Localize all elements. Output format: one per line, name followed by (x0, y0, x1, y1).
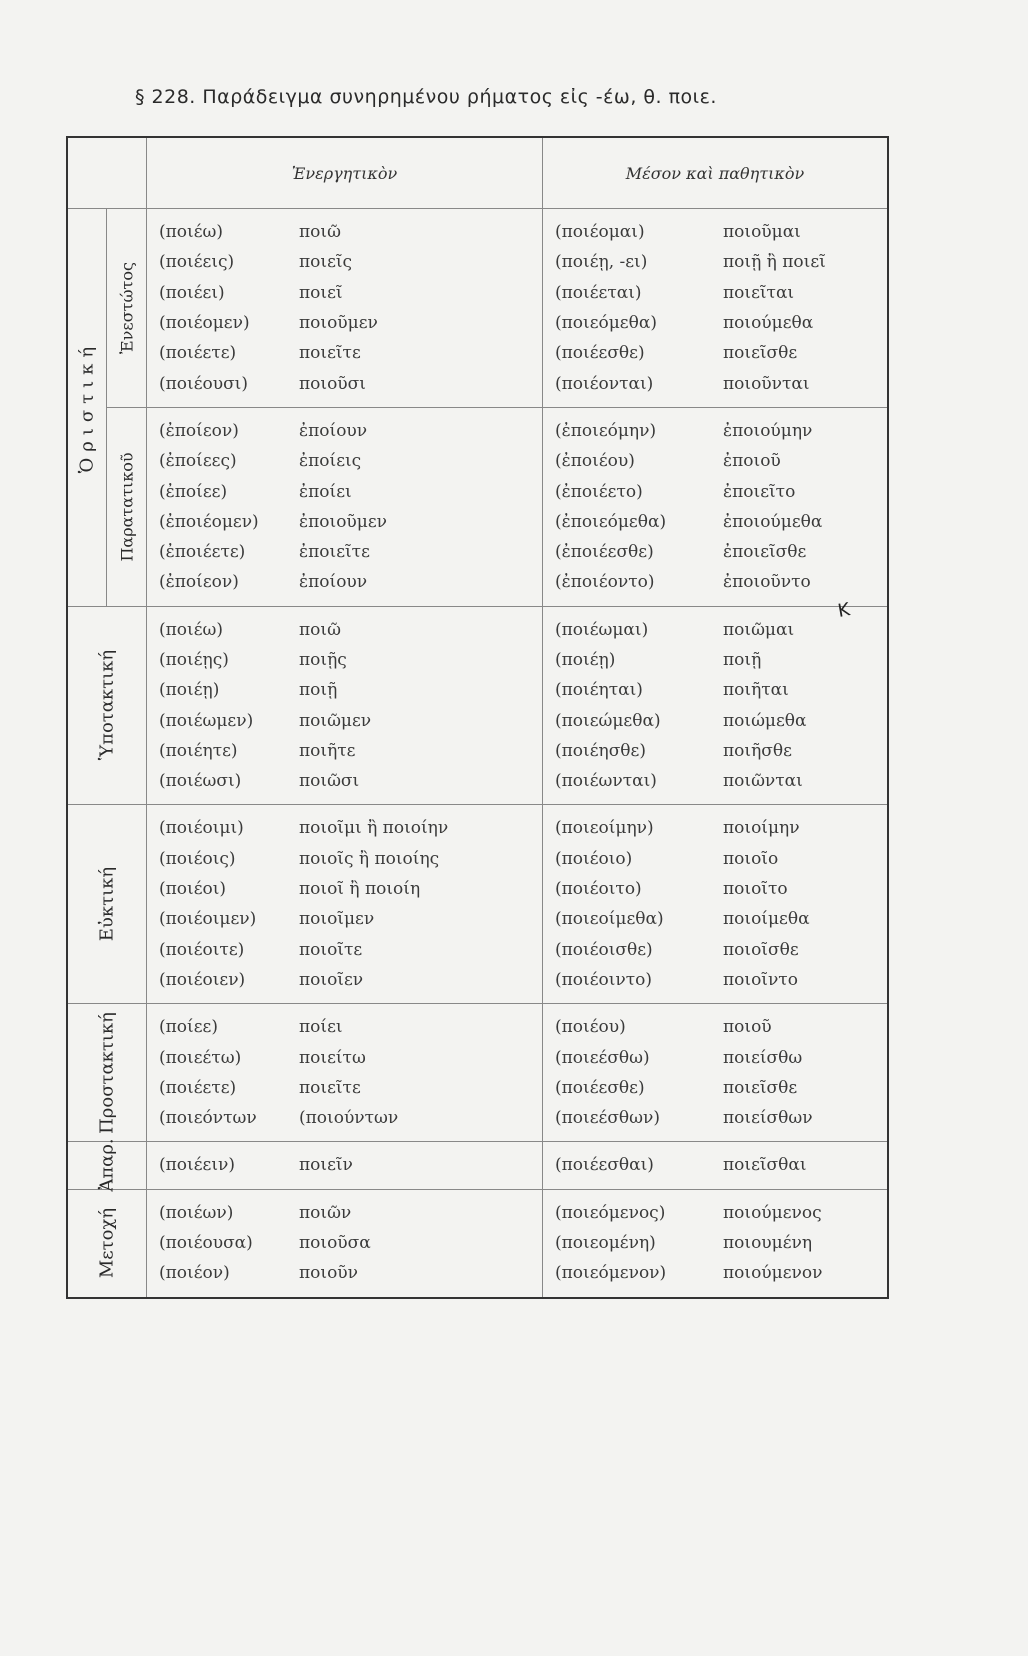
contracted-form: ποιεῖσθε (723, 1077, 798, 1098)
uncontracted-form: (ποιέεις) (159, 252, 235, 273)
form-row (555, 675, 887, 705)
middle-passive-forms (543, 1142, 889, 1189)
uncontracted-form: (ἐποιέετο) (555, 481, 643, 502)
middle-passive-forms (543, 1004, 889, 1142)
form-row (159, 476, 542, 506)
vertical-label: Ἀπαρ. (96, 1138, 118, 1193)
active-forms (147, 407, 543, 606)
mood-label-cell (67, 209, 107, 607)
contracted-form: ποιεῖτε (299, 343, 361, 364)
uncontracted-form: (ποιεοίμην) (555, 818, 654, 839)
form-row (159, 368, 542, 398)
vertical-label: Εὐκτική (96, 867, 118, 942)
contracted-form: ποιεῖν (299, 1155, 353, 1176)
form-row (555, 308, 887, 338)
uncontracted-form: (ποιεώμεθα) (555, 710, 661, 731)
form-row (555, 537, 887, 567)
form-row (159, 766, 542, 796)
uncontracted-form: (ποιεέσθω) (555, 1047, 650, 1068)
uncontracted-form: (ποιέῃς) (159, 650, 229, 670)
form-row (555, 476, 887, 506)
contracted-form: ποιοῖτε (299, 939, 363, 960)
contracted-form: ποιῆται (723, 680, 789, 701)
uncontracted-form: (ποιέωμαι) (555, 619, 649, 640)
uncontracted-form: (ἐποιέετε) (159, 542, 246, 563)
contracted-form: ποιεῖτε (299, 1077, 361, 1098)
page-title: § 228. Παράδειγμα συνηρημένου ρήματος εἰς -έω, θ. ποιε. (135, 86, 717, 108)
table-row (67, 606, 888, 805)
form-row (555, 874, 887, 904)
form-row (159, 965, 542, 995)
uncontracted-form: (ποιέοιτε) (159, 939, 245, 960)
contracted-form: ἐποίει (299, 481, 352, 502)
form-row (555, 1073, 887, 1103)
contracted-form: ποιεῖται (723, 282, 795, 303)
uncontracted-form: (ἐποίεε) (159, 481, 228, 502)
uncontracted-form: (ἐποιέομεν) (159, 511, 259, 532)
uncontracted-form: (ποιέομεν) (159, 313, 250, 334)
contracted-form: ποιείσθω (723, 1047, 803, 1068)
form-row (555, 736, 887, 766)
table-row (67, 1142, 888, 1189)
contracted-form: ποιεῖσθαι (723, 1155, 807, 1176)
mood-label-cell (67, 1189, 147, 1297)
contracted-form: ποιοῦσι (299, 373, 366, 394)
uncontracted-form: (ποιέῃ) (555, 650, 616, 670)
uncontracted-form: (ποιέῃ, -ει) (555, 252, 648, 273)
form-row (159, 1042, 542, 1072)
uncontracted-form: (ποιεόμεθα) (555, 313, 657, 334)
uncontracted-form: (ποιέοιμι) (159, 818, 244, 839)
uncontracted-form: (ἐποίεον) (159, 420, 239, 441)
uncontracted-form: (ποιεόντων (159, 1108, 257, 1129)
contracted-form: ποιοῦσα (299, 1233, 371, 1254)
vertical-label: Ὁριστική (76, 341, 98, 474)
contracted-form: ποιῶ (299, 222, 341, 243)
vertical-label: Ἐνεστώτος (117, 261, 137, 354)
contracted-form: ποιοῖ ἢ ποιοίη (299, 879, 421, 900)
contracted-form: ποιῆσθε (723, 740, 792, 761)
contracted-form: ποιοίμεθα (723, 909, 810, 930)
contracted-form: ποιῆτε (299, 740, 356, 761)
contracted-form: ποιούμενον (723, 1263, 823, 1284)
active-forms (147, 606, 543, 805)
contracted-form: ποιῶμαι (723, 619, 795, 640)
form-row (555, 217, 887, 247)
contracted-form: (ποιούντων (299, 1108, 399, 1129)
table-row (67, 1189, 888, 1297)
uncontracted-form: (ποιέοιο) (555, 848, 633, 869)
contracted-form: ποίει (299, 1017, 343, 1038)
table-header-row (67, 137, 888, 209)
uncontracted-form: (ποιέοιεν) (159, 969, 246, 990)
form-row (555, 338, 887, 368)
contracted-form: ποιούμεθα (723, 313, 814, 334)
form-row (555, 507, 887, 537)
uncontracted-form: (ποιέομαι) (555, 222, 645, 243)
form-row (159, 1150, 542, 1180)
middle-passive-forms (543, 1189, 889, 1297)
uncontracted-form: (ποιέω) (159, 222, 224, 243)
active-column-header: Ἐνεργητικὸν (147, 137, 543, 209)
middle-passive-column-header: Μέσον καὶ παθητικὸν (543, 137, 889, 209)
form-row (159, 1103, 542, 1133)
form-row (159, 1228, 542, 1258)
contracted-form: ποιοῦν (299, 1263, 358, 1284)
form-row (159, 844, 542, 874)
contracted-form: ποιώμεθα (723, 710, 807, 731)
contracted-form: ἐποιοῦ (723, 451, 781, 472)
contracted-form: ποιοῖς ἢ ποιοίης (299, 848, 440, 869)
conjugation-body (67, 209, 888, 1298)
uncontracted-form: (ποιέητε) (159, 740, 238, 761)
uncontracted-form: (ποιέοισθε) (555, 939, 653, 960)
uncontracted-form: (ἐποίεες) (159, 451, 237, 472)
uncontracted-form: (ποιέουσι) (159, 373, 248, 394)
contracted-form: ποιουμένη (723, 1233, 813, 1254)
form-row (555, 705, 887, 735)
contracted-form: ποιοῖεν (299, 969, 364, 990)
contracted-form: ἐποιοῦντο (723, 572, 811, 593)
form-row (159, 338, 542, 368)
form-row (159, 1258, 542, 1288)
margin-mark: K (836, 599, 852, 622)
uncontracted-form: (ποιέει) (159, 282, 225, 303)
form-row (555, 813, 887, 843)
table-row (67, 407, 888, 606)
middle-passive-forms (543, 407, 889, 606)
form-row (555, 615, 887, 645)
uncontracted-form: (ποιέον) (159, 1263, 230, 1284)
form-row (159, 675, 542, 705)
form-row (555, 247, 887, 277)
uncontracted-form: (ποιέετε) (159, 343, 237, 364)
contracted-form: ποιῇς (299, 650, 347, 670)
tense-label-cell (107, 209, 147, 408)
middle-passive-forms (543, 209, 889, 408)
uncontracted-form: (ποιέονται) (555, 373, 654, 394)
contracted-form: ποιῇ (299, 680, 338, 701)
uncontracted-form: (ἐποίεον) (159, 572, 239, 593)
form-row (159, 813, 542, 843)
contracted-form: ποιεῖσθε (723, 343, 798, 364)
vertical-label: Προστακτική (96, 1011, 118, 1134)
form-row (159, 904, 542, 934)
uncontracted-form: (ποιέεσθαι) (555, 1155, 654, 1176)
form-row (159, 705, 542, 735)
contracted-form: ἐποίεις (299, 451, 362, 472)
form-row (555, 1198, 887, 1228)
form-row (159, 736, 542, 766)
uncontracted-form: (ποίεε) (159, 1017, 218, 1038)
contracted-form: ποιοῖντο (723, 969, 798, 990)
uncontracted-form: (ποιέεσθε) (555, 343, 645, 364)
corner-cell (67, 137, 147, 209)
uncontracted-form: (ποιεέσθων) (555, 1108, 660, 1129)
form-row (159, 416, 542, 446)
form-row (159, 935, 542, 965)
contracted-form: ποιοῖο (723, 848, 779, 869)
uncontracted-form: (ἐποιέου) (555, 451, 635, 472)
form-row (159, 217, 542, 247)
uncontracted-form: (ποιέοιντο) (555, 969, 653, 990)
contracted-form: ἐποιεῖτε (299, 542, 370, 563)
contracted-form: ἐποιοῦμεν (299, 511, 387, 532)
contracted-form: ἐποιεῖσθε (723, 542, 807, 563)
uncontracted-form: (ποιεοίμεθα) (555, 909, 664, 930)
contracted-form: ποιοῖμι ἢ ποιοίην (299, 818, 449, 839)
uncontracted-form: (ποιέωνται) (555, 771, 657, 792)
contracted-form: ἐποίουν (299, 420, 368, 441)
contracted-form: ποιῶν (299, 1202, 352, 1223)
form-row (159, 446, 542, 476)
form-row (159, 308, 542, 338)
form-row (555, 844, 887, 874)
form-row (555, 965, 887, 995)
uncontracted-form: (ποιεομένη) (555, 1233, 656, 1254)
uncontracted-form: (ποιέηται) (555, 680, 643, 701)
contracted-form: ποιοῦ (723, 1017, 772, 1038)
mood-label-cell (67, 805, 147, 1004)
form-row (159, 537, 542, 567)
active-forms (147, 805, 543, 1004)
vertical-label: Ὑποτακτική (96, 650, 118, 761)
uncontracted-form: (ἐποιεόμην) (555, 420, 657, 441)
form-row (555, 1258, 887, 1288)
contracted-form: ποιῶ (299, 619, 341, 640)
contracted-form: ποιοῖσθε (723, 939, 799, 960)
form-row (555, 1012, 887, 1042)
active-forms (147, 1142, 543, 1189)
middle-passive-forms (543, 805, 889, 1004)
contracted-form: ἐποίουν (299, 572, 368, 593)
uncontracted-form: (ποιεόμενον) (555, 1263, 667, 1284)
contracted-form: ποιῶσι (299, 771, 360, 792)
contracted-form: ποιεῖς (299, 252, 353, 273)
uncontracted-form: (ποιεόμενος) (555, 1202, 666, 1223)
vertical-label: Μετοχή (96, 1207, 118, 1279)
conjugation-table (66, 136, 889, 1656)
uncontracted-form: (ποιέειν) (159, 1155, 235, 1176)
uncontracted-form: (ποιέοιτο) (555, 879, 642, 900)
vertical-label: Παρατατικοῦ (117, 452, 137, 562)
middle-passive-forms (543, 606, 889, 805)
uncontracted-form: (ποιέου) (555, 1017, 626, 1038)
uncontracted-form: (ἐποιεόμεθα) (555, 511, 667, 532)
uncontracted-form: (ἐποιέοντο) (555, 572, 655, 593)
form-row (555, 904, 887, 934)
uncontracted-form: (ποιέοις) (159, 848, 236, 869)
form-row (555, 935, 887, 965)
contracted-form: ποιῇ ἢ ποιεῖ (723, 252, 826, 273)
form-row (159, 1012, 542, 1042)
uncontracted-form: (ἐποιέεσθε) (555, 542, 654, 563)
form-row (159, 615, 542, 645)
contracted-form: ποιῶνται (723, 771, 803, 792)
contracted-form: ποιῇ (723, 650, 762, 670)
uncontracted-form: (ποιέεσθε) (555, 1077, 645, 1098)
contracted-form: ποιῶμεν (299, 710, 372, 731)
form-row (159, 567, 542, 597)
form-row (555, 1228, 887, 1258)
contracted-form: ποιεῖ (299, 282, 343, 303)
active-forms (147, 1189, 543, 1297)
form-row (555, 1042, 887, 1072)
uncontracted-form: (ποιέωσι) (159, 771, 242, 792)
form-row (555, 1103, 887, 1133)
mood-label-cell (67, 1138, 147, 1193)
uncontracted-form: (ποιέωμεν) (159, 710, 254, 731)
form-row (159, 1198, 542, 1228)
uncontracted-form: (ποιέοιμεν) (159, 909, 257, 930)
uncontracted-form: (ποιέων) (159, 1202, 234, 1223)
contracted-form: ποιείτω (299, 1047, 366, 1068)
uncontracted-form: (ποιέησθε) (555, 740, 646, 761)
table-row (67, 1004, 888, 1142)
active-forms (147, 209, 543, 408)
contracted-form: ποιοῖμεν (299, 909, 375, 930)
uncontracted-form: (ποιέω) (159, 619, 224, 640)
form-row (555, 368, 887, 398)
form-row (555, 567, 887, 597)
form-row (555, 1150, 887, 1180)
form-row (159, 645, 542, 675)
contracted-form: ποιούμενος (723, 1202, 822, 1223)
form-row (555, 645, 887, 675)
contracted-form: ἐποιεῖτο (723, 481, 796, 502)
contracted-form: ποιοίμην (723, 818, 800, 839)
form-row (555, 446, 887, 476)
tense-label-cell (107, 407, 147, 606)
form-row (159, 278, 542, 308)
uncontracted-form: (ποιέῃ) (159, 680, 220, 701)
contracted-form: ποιοῦνται (723, 373, 810, 394)
contracted-form: ἐποιούμην (723, 420, 813, 441)
form-row (159, 247, 542, 277)
mood-label-cell (67, 606, 147, 805)
uncontracted-form: (ποιέουσα) (159, 1233, 253, 1254)
form-row (555, 766, 887, 796)
contracted-form: ποιοῖτο (723, 879, 788, 900)
contracted-form: ποιοῦμαι (723, 222, 801, 243)
contracted-form: ποιείσθων (723, 1108, 813, 1129)
contracted-form: ἐποιούμεθα (723, 511, 823, 532)
table-row (67, 209, 888, 408)
form-row (159, 507, 542, 537)
form-row (555, 278, 887, 308)
contracted-form: ποιοῦμεν (299, 313, 378, 334)
uncontracted-form: (ποιέεται) (555, 282, 642, 303)
form-row (159, 1073, 542, 1103)
table-row (67, 805, 888, 1004)
form-row (159, 874, 542, 904)
uncontracted-form: (ποιεέτω) (159, 1047, 242, 1068)
form-row (555, 416, 887, 446)
mood-label-cell (67, 1004, 147, 1142)
uncontracted-form: (ποιέοι) (159, 879, 227, 900)
uncontracted-form: (ποιέετε) (159, 1077, 237, 1098)
active-forms (147, 1004, 543, 1142)
